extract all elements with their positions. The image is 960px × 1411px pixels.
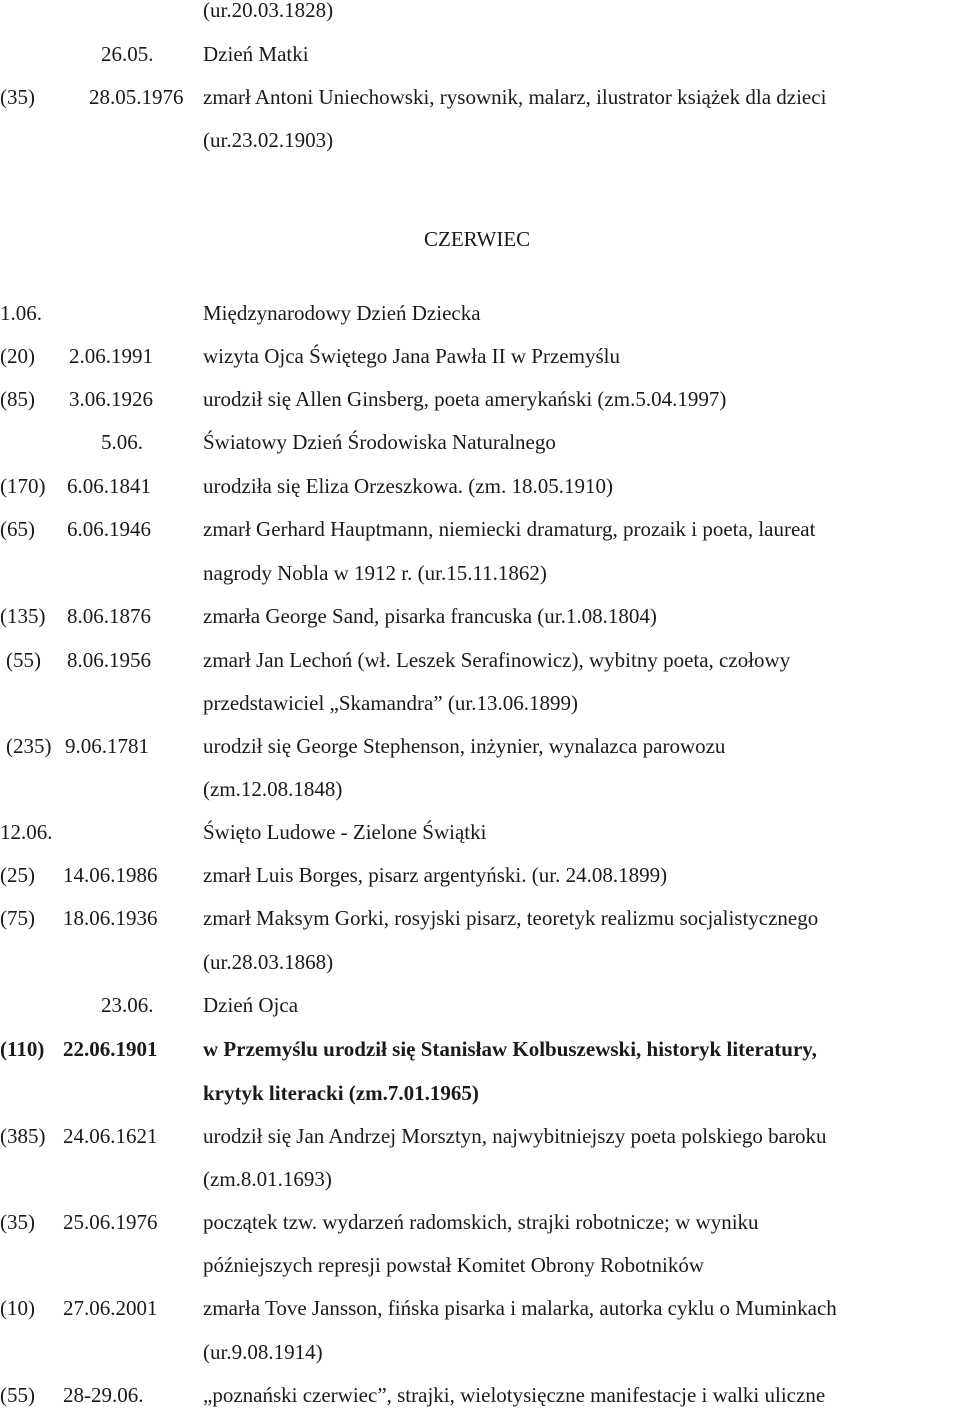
entry-line (0, 384, 960, 414)
entry-line (0, 645, 960, 675)
entry-date: 5.06. (101, 430, 143, 454)
entry-text: urodził się Allen Ginsberg, poeta amerykański (zm.5.04.1997) (203, 387, 727, 411)
entry-date: 24.06.1621 (63, 1124, 158, 1148)
entry-line (0, 514, 960, 544)
entry-anniversary-count: (35) (0, 85, 35, 109)
entry-line (0, 1380, 960, 1410)
entry-line (0, 990, 960, 1020)
entry-line (0, 817, 960, 847)
entry-anniversary-count: (55) (0, 1383, 35, 1407)
entry-line (0, 688, 960, 718)
entry-line (0, 125, 960, 155)
entry-line (0, 427, 960, 457)
entry-anniversary-count: (55) (6, 648, 41, 672)
entry-anniversary-count: (110) (0, 1037, 45, 1061)
entry-text: zmarł Gerhard Hauptmann, niemiecki dramaturg, prozaik i poeta, laureat (203, 517, 816, 541)
entry-date: 18.06.1936 (63, 906, 158, 930)
entry-anniversary-count: (10) (0, 1296, 35, 1320)
entry-text: urodził się Jan Andrzej Morsztyn, najwybitniejszy poeta polskiego baroku (203, 1124, 827, 1148)
entry-text: (ur.23.02.1903) (203, 128, 334, 152)
entry-text: zmarła Tove Jansson, fińska pisarka i malarka, autorka cyklu o Muminkach (203, 1296, 837, 1320)
entry-text: (ur.20.03.1828) (203, 0, 334, 22)
entry-line (0, 1293, 960, 1323)
entry-date: 8.06.1876 (67, 604, 151, 628)
entry-line (0, 1078, 960, 1108)
entry-text: nagrody Nobla w 1912 r. (ur.15.11.1862) (203, 561, 547, 585)
entry-text: Dzień Matki (203, 42, 309, 66)
entry-text: (zm.12.08.1848) (203, 777, 343, 801)
entry-line (0, 341, 960, 371)
entry-line (0, 1337, 960, 1367)
entry-text: „poznański czerwiec”, strajki, wielotysięczne manifestacje i walki uliczne (203, 1383, 826, 1407)
entry-line (0, 298, 960, 328)
entry-text: początek tzw. wydarzeń radomskich, strajki robotnicze; w wyniku (203, 1210, 759, 1234)
entry-line (0, 471, 960, 501)
entry-text: przedstawiciel „Skamandra” (ur.13.06.1899) (203, 691, 578, 715)
entry-date: 2.06.1991 (69, 344, 153, 368)
entry-date: 26.05. (101, 42, 154, 66)
entry-line (0, 1121, 960, 1151)
entry-anniversary-count: (25) (0, 863, 35, 887)
entry-anniversary-count: (75) (0, 906, 35, 930)
entry-date: 1.06. (0, 301, 42, 325)
entry-line (0, 39, 960, 69)
entry-text: późniejszych represji powstał Komitet Obrony Robotników (203, 1253, 704, 1277)
entry-text: (ur.9.08.1914) (203, 1340, 323, 1364)
entry-text: Święto Ludowe - Zielone Świątki (203, 820, 487, 844)
entry-anniversary-count: (385) (0, 1124, 46, 1148)
entry-line (0, 601, 960, 631)
entry-line (0, 558, 960, 588)
entry-date: 27.06.2001 (63, 1296, 158, 1320)
entry-text: (ur.28.03.1868) (203, 950, 334, 974)
entry-text: Międzynarodowy Dzień Dziecka (203, 301, 481, 325)
entry-line (0, 82, 960, 112)
entry-date: 9.06.1781 (65, 734, 149, 758)
entry-line (0, 0, 960, 25)
entry-line (0, 1207, 960, 1237)
entry-line (0, 1034, 960, 1064)
entry-text: zmarł Jan Lechoń (wł. Leszek Serafinowicz), wybitny poeta, czołowy (203, 648, 791, 672)
entry-line (0, 1164, 960, 1194)
entry-line (0, 731, 960, 761)
entry-line (0, 947, 960, 977)
entry-line (0, 860, 960, 890)
entry-text: zmarł Maksym Gorki, rosyjski pisarz, teoretyk realizmu socjalistycznego (203, 906, 819, 930)
entry-anniversary-count: (85) (0, 387, 35, 411)
entry-line (0, 903, 960, 933)
entry-date: 22.06.1901 (63, 1037, 158, 1061)
entry-line (0, 774, 960, 804)
entry-date: 25.06.1976 (63, 1210, 158, 1234)
entry-text: wizyta Ojca Świętego Jana Pawła II w Przemyślu (203, 344, 620, 368)
entry-text: Dzień Ojca (203, 993, 299, 1017)
entry-line (0, 1250, 960, 1280)
entry-text: urodziła się Eliza Orzeszkowa. (zm. 18.05.1910) (203, 474, 613, 498)
entry-anniversary-count: (170) (0, 474, 46, 498)
entry-date: 3.06.1926 (69, 387, 153, 411)
entry-text: w Przemyślu urodził się Stanisław Kolbuszewski, historyk literatury, (203, 1037, 817, 1061)
entry-date: 28-29.06. (63, 1383, 144, 1407)
entry-anniversary-count: (235) (6, 734, 52, 758)
entry-anniversary-count: (65) (0, 517, 35, 541)
entry-date: 14.06.1986 (63, 863, 158, 887)
entry-text: urodził się George Stephenson, inżynier, wynalazca parowozu (203, 734, 726, 758)
entry-anniversary-count: (135) (0, 604, 46, 628)
entry-date: 23.06. (101, 993, 154, 1017)
entry-date: 6.06.1841 (67, 474, 151, 498)
entry-anniversary-count: (20) (0, 344, 35, 368)
entry-date: 12.06. (0, 820, 53, 844)
entry-text: (zm.8.01.1693) (203, 1167, 332, 1191)
month-heading-text: CZERWIEC (424, 227, 531, 251)
entry-text: zmarła George Sand, pisarka francuska (ur.1.08.1804) (203, 604, 657, 628)
entry-text: krytyk literacki (zm.7.01.1965) (203, 1081, 479, 1105)
entry-anniversary-count: (35) (0, 1210, 35, 1234)
entry-date: 6.06.1946 (67, 517, 151, 541)
month-heading (0, 224, 960, 254)
entry-text: Światowy Dzień Środowiska Naturalnego (203, 430, 556, 454)
entry-text: zmarł Antoni Uniechowski, rysownik, malarz, ilustrator książek dla dzieci (203, 85, 827, 109)
entry-date: 8.06.1956 (67, 648, 151, 672)
entry-text: zmarł Luis Borges, pisarz argentyński. (ur. 24.08.1899) (203, 863, 668, 887)
entry-date: 28.05.1976 (89, 85, 184, 109)
